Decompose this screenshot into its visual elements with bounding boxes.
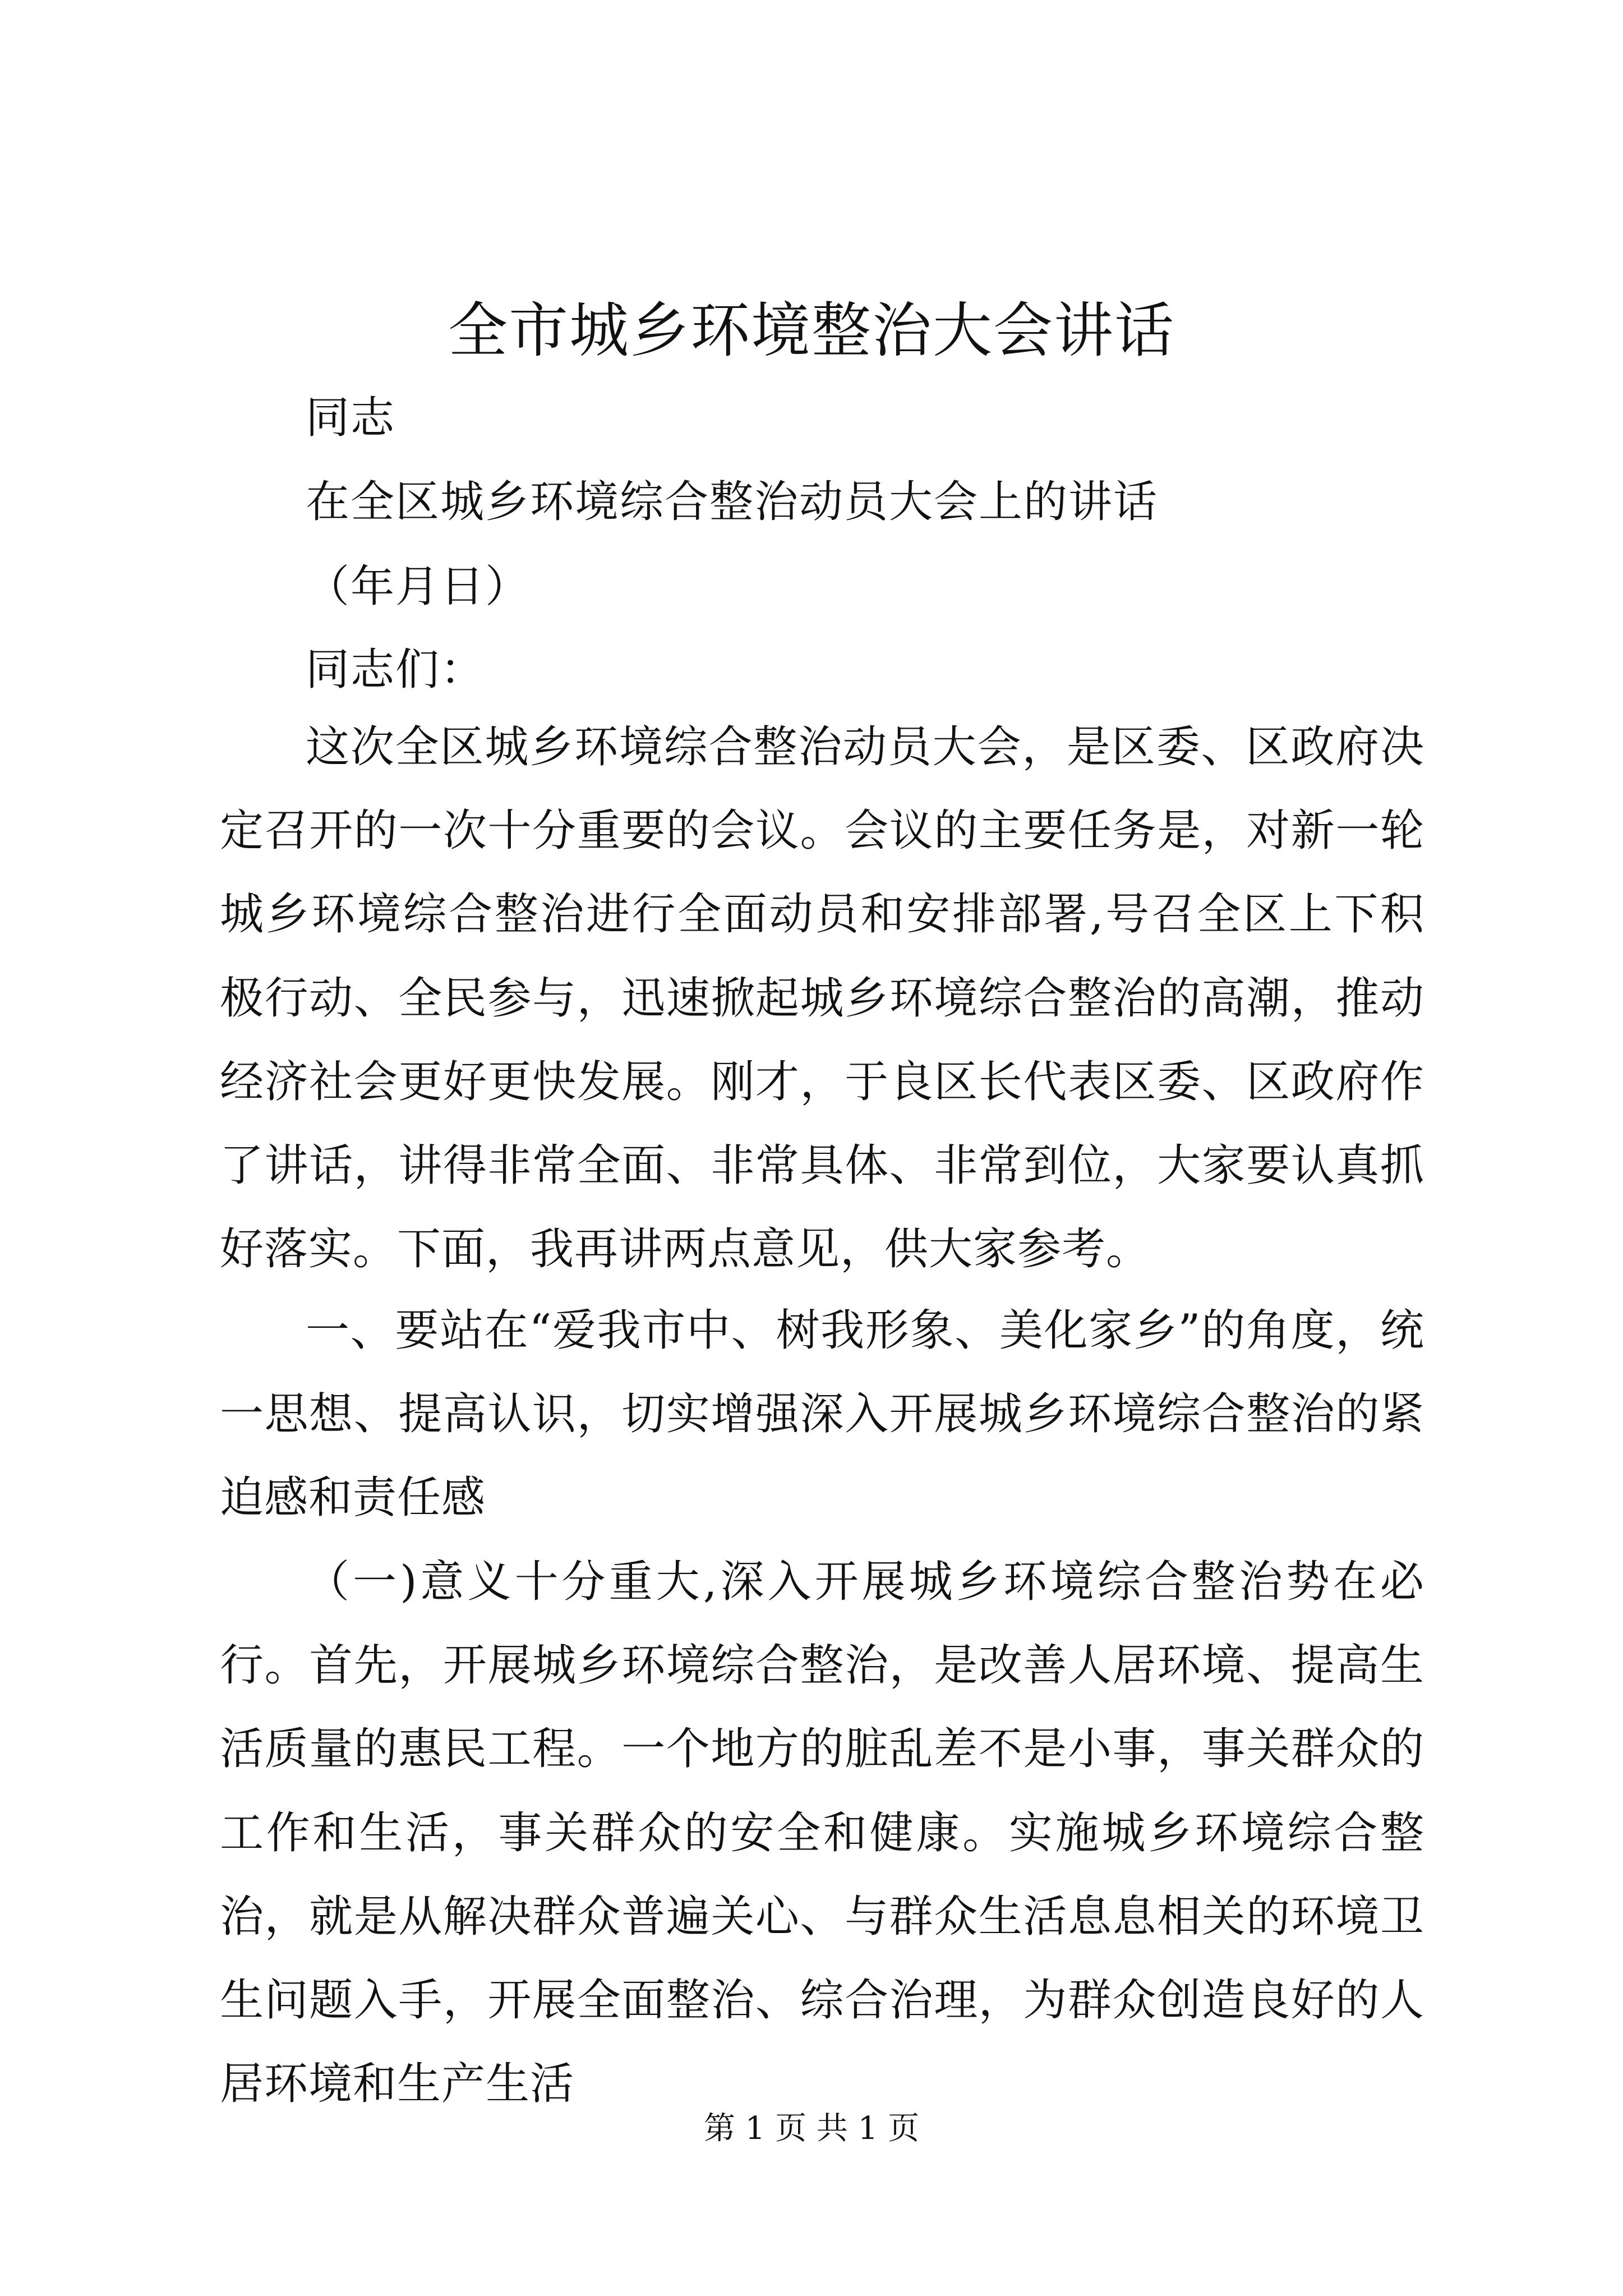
- document-title: 全市城乡环境整治大会讲话: [448, 296, 1175, 365]
- paragraph-intro: 这次全区城乡环境综合整治动员大会，是区委、区政府决定召开的一次十分重要的会议。会议的主要任务是，对新一轮城乡环境综合整治进行全面动员和安排部署,号召全区上下积极行动、全民参与，迅速掀起城乡环境综合整治的高潮，推动经济社会更好更快发展。刚才，于良区长代表区委、区政府作了讲话，讲得非常全面、非常具体、非常到位，大家要认真抓好落实。下面，我再讲两点意见，供大家参考。: [220, 722, 1424, 1275]
- speech-subtitle: 在全区城乡环境综合整治动员大会上的讲话: [306, 477, 1159, 527]
- greeting-line: 同志们：: [306, 645, 486, 695]
- addressee-line: 同志: [306, 393, 396, 443]
- page-footer: 第 1 页 共 1 页: [703, 2110, 920, 2147]
- paragraph-point-one: （一)意义十分重大,深入开展城乡环境综合整治势在必行。首先，开展城乡环境综合整治，是改善人居环境、提高生活质量的惠民工程。一个地方的脏乱差不是小事，事关群众的工作和生活，事关群众的安全和健康。实施城乡环境综合整治，就是从解决群众普遍关心、与群众生活息息相关的环境卫生问题入手，开展全面整治、综合治理，为群众创造良好的人居环境和生产生活: [220, 1557, 1424, 2110]
- paragraph-section-heading: 一、要站在“爱我市中、树我形象、美化家乡”的角度，统一思想、提高认识，切实增强深入开展城乡环境综合整治的紧迫感和责任感: [220, 1305, 1424, 1524]
- date-line: （年月日）: [306, 562, 531, 612]
